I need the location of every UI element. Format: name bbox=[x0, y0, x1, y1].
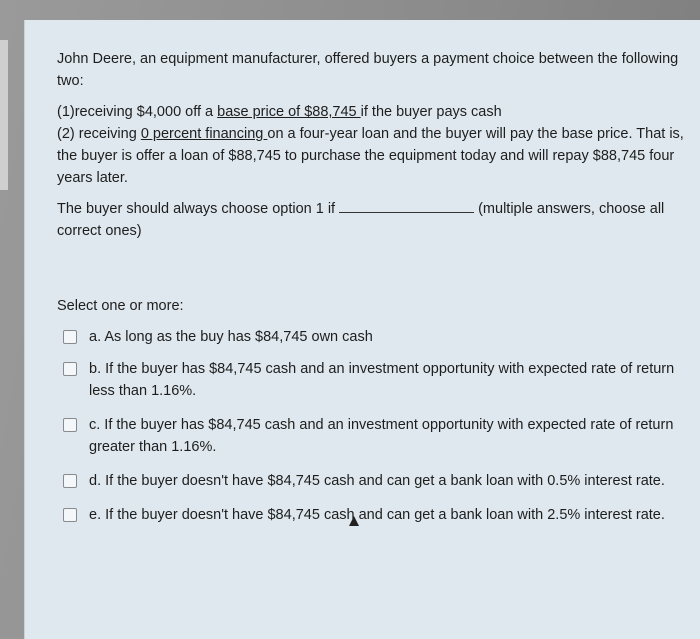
question-card bbox=[24, 20, 700, 639]
answer-options bbox=[63, 326, 683, 526]
answer-option-d[interactable] bbox=[63, 470, 683, 492]
checkbox-e[interactable] bbox=[63, 508, 77, 522]
answer-label-e: e. If the buyer doesn't have $84,745 cash and can get a bank loan with 2.5% interest rate. bbox=[89, 507, 665, 523]
answer-label-d: d. If the buyer doesn't have $84,745 cash and can get a bank loan with 0.5% interest rate. bbox=[89, 473, 665, 489]
prompt-text: The buyer should always choose option 1 if bbox=[57, 201, 336, 217]
question-prompt bbox=[57, 198, 687, 242]
checkbox-b[interactable] bbox=[63, 362, 77, 376]
base-price-link[interactable]: base price of $88,745 bbox=[217, 104, 361, 120]
select-label: Select one or more: bbox=[57, 298, 184, 314]
answer-option-e[interactable] bbox=[63, 504, 683, 526]
answer-option-a[interactable] bbox=[63, 326, 683, 348]
question-options bbox=[57, 101, 687, 189]
answer-option-b[interactable] bbox=[63, 358, 683, 402]
checkbox-d[interactable] bbox=[63, 474, 77, 488]
option2-text-end: on a four-year loan and the buyer will pay the base price. That is, the buyer is offer a loan of $88,745 to purchase the equipment today and will repay $88,745 four years later. bbox=[57, 126, 684, 186]
answer-label-a: a. As long as the buy has $84,745 own cash bbox=[89, 329, 373, 345]
option1-text: (1)receiving $4,000 off a bbox=[57, 104, 218, 120]
prompt-instructions: (multiple answers, choose all correct ones) bbox=[57, 201, 665, 239]
mouse-cursor-icon bbox=[349, 516, 359, 526]
checkbox-a[interactable] bbox=[63, 330, 77, 344]
left-panel-edge bbox=[0, 40, 8, 190]
financing-link[interactable]: 0 percent financing bbox=[140, 126, 268, 142]
answer-option-c[interactable] bbox=[63, 414, 683, 458]
checkbox-c[interactable] bbox=[63, 418, 77, 432]
option1-text-end: if the buyer pays cash bbox=[360, 104, 502, 120]
question-text bbox=[57, 48, 687, 251]
answer-blank bbox=[339, 202, 474, 213]
answer-label-b: b. If the buyer has $84,745 cash and an investment opportunity with expected rate of return less than 1.16%. bbox=[89, 361, 675, 399]
option2-text: (2) receiving bbox=[57, 126, 141, 142]
answer-label-c: c. If the buyer has $84,745 cash and an investment opportunity with expected rate of return greater than 1.16%. bbox=[89, 417, 674, 455]
question-intro: John Deere, an equipment manufacturer, offered buyers a payment choice between the following two: bbox=[57, 51, 679, 89]
